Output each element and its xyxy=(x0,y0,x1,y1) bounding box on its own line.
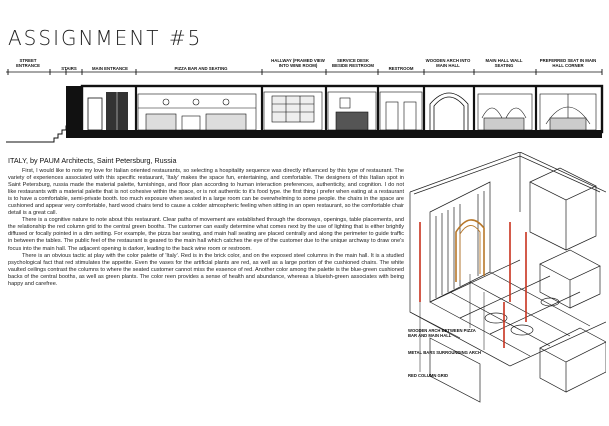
essay-paragraph: First, I would like to note my love for Italian oriented restaurants, so selecting a hospitality sequence was directly influenced by this type of restaurant. The variety of experiences associated with this specific restaurant, 'Italy' makes the space fun, entertaining, and comfortable. The designers of this Italian spot in Saint Petersburg, russia made the material palette, furnishings, and floor plan according to human interaction preferences, authenticity, and cognition. I do not like restaurants with a material palette that is not cohesive within the space, or is not authentic to it's food type. the first thing i prefer when eating at a restaurant is to have a comfortable, semi-private booth. too much exposure when seated in a large room can be overwhelming to some people. the chairs in the space are cushioned and appear very comfortable, hard wood chairs tend to cause a colder atmospheric feeling when sitting in an open restaurant, so the comfortable chair detail is a great call. xyxy=(8,168,404,217)
callout-metal-bars: METAL BARS SURROUNDING ARCH xyxy=(408,350,481,355)
sequence-label-street-entrance: STREET ENTRANCE xyxy=(16,58,40,68)
sequence-label-service-desk: SERVICE DESK BESIDE RESTROOM xyxy=(331,58,375,68)
sequence-label-hallway: HALLWAY (FRAMED VIEW INTO WINE ROOM) xyxy=(271,58,325,68)
sequence-label-preferred-seat: PREFERRED SEAT IN MAIN HALL CORNER xyxy=(539,58,597,68)
sequence-label-main-hall-seating: MAIN HALL WALL SEATING xyxy=(485,58,523,68)
project-subtitle: ITALY, by PAUM Architects, Saint Petersburg, Russia xyxy=(8,156,177,165)
sequence-drawing xyxy=(6,58,604,150)
sequence-label-pizza-bar: PIZZA BAR AND SEATING xyxy=(174,66,228,71)
sequence-label-stairs: STAIRS xyxy=(61,66,77,71)
sequence-label-restroom: RESTROOM xyxy=(388,66,414,71)
essay xyxy=(8,168,404,288)
page-title: ASSIGNMENT #5 xyxy=(8,26,203,50)
sequence-label-wooden-arch: WOODEN ARCH INTO MAIN HALL xyxy=(425,58,471,68)
essay-paragraph: There is an obvious tactic at play with the color palette of 'Italy'. Red is in the brick color, and on the exposed steel columns in the main hall. It is a studied psychological fact that red stimulates the appetite. Even the vases for the artificial plants are red, as well as a large portion of the cushioned chairs. The white vaulted ceilings contrast the columns to where the seated customer cannot miss the essence of red. Another color among the palette is the blue-green cushioned backs of the central booths, as well as green plants. The color reen provides a sense of health and abundance, whereas a blueish-green associates with being happy and carefree. xyxy=(8,252,404,287)
sequence-strip xyxy=(6,58,604,150)
essay-paragraph: There is a cognitive nature to note about this restaurant. Clear paths of movement are established through the doorways, openings, table placements, and the relationship the red column grid to the central green booths. The customer can easily determine what comes next by the use of lighting that is either brightly diffused or focally pointed in a dim setting. For example, the pizza bar seating, and main hall seating are placed centrally and along the perimeter to guide traffic in between the tables. The public feel of the restaurant is geared to the main hall which catches the eye of the customer due to the unique archway to draw one's focus into the main hall. The adjacent opening is darker, leading to the back wine room or restroom. xyxy=(8,217,404,252)
callout-wooden-arch: WOODEN ARCH BETWEEN PIZZA BAR AND MAIN HALL xyxy=(408,328,476,338)
sequence-label-main-entrance: MAIN ENTRANCE xyxy=(91,66,129,71)
callout-red-column-grid: RED COLUMN GRID xyxy=(408,373,449,378)
isometric-drawing xyxy=(400,152,606,424)
